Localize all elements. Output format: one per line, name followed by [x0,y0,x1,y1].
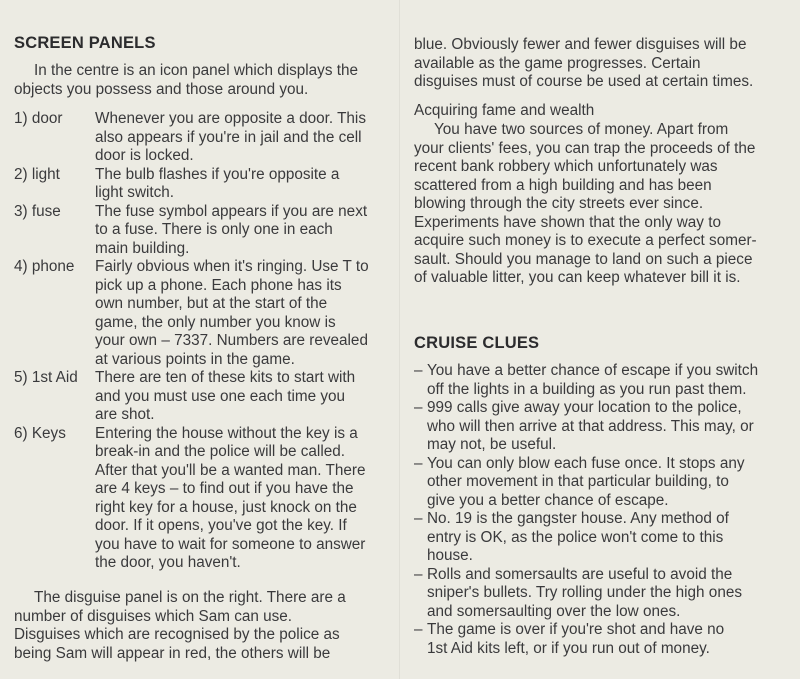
text-line: may not, be useful. [427,436,557,453]
text-line: own number, but at the start of the [95,295,328,312]
item-description [95,203,367,259]
item-description [95,166,339,203]
clue-text [427,399,754,455]
item-description [95,369,355,425]
text-line: Rolls and somersaults are useful to avoid the [427,565,733,583]
list-item [414,362,790,399]
clue-text [427,510,729,566]
text-line: Entering the house without the key is a [95,424,358,442]
item-label: 6) Keys [14,424,66,442]
text-line: right key for a house, just knock on the [95,498,357,516]
text-line: scattered from a high building and has been [414,176,712,194]
text-line: light switch. [95,184,175,201]
text-line: Experiments have shown that the only way to [414,213,721,231]
text-line: door. If it opens, you've got the key. If [95,517,347,534]
text-line: The game is over if you're shot and have no [427,621,725,638]
text-line: door is locked. [95,147,194,164]
text-line: available as the game progresses. Certain [414,54,701,72]
text-line: Disguises which are recognised by the police as [14,626,340,643]
list-item [14,425,394,573]
list-item [414,510,790,566]
text-line: 999 calls give away your location to the police, [427,399,742,416]
text-line: You have two sources of money. Apart from [434,121,729,138]
list-item [14,110,394,166]
text-line: off the lights in a building as you run past them. [427,380,747,398]
text-line: main building. [95,239,190,257]
item-description [95,258,369,369]
panel-items-list [14,110,394,573]
text-line: you have to wait for someone to answer [95,535,366,553]
text-line: house. [427,547,473,564]
item-description [95,110,366,166]
clue-text [427,362,758,399]
text-line: The bulb flashes if you're opposite a [95,165,340,183]
list-item [14,369,394,425]
cruise-clues-heading: CRUISE CLUES [414,334,540,352]
text-line: are shot. [95,406,155,423]
text-line: objects you possess and those around you. [14,80,309,98]
clues-list [414,362,790,658]
item-label: 1) door [14,110,63,127]
text-line: The fuse symbol appears if you are next [95,202,368,220]
clue-text [427,621,724,658]
text-line: There are ten of these kits to start with [95,369,356,386]
text-line: No. 19 is the gangster house. Any method of [427,510,729,527]
text-line: give you a better chance of escape. [427,491,669,509]
item-label: 3) fuse [14,202,61,220]
text-line: game, the only number you know is [95,313,336,331]
text-line: sniper's bullets. Try rolling under the high ones [427,584,742,601]
screen-panels-heading: SCREEN PANELS [14,34,156,52]
text-line: of valuable litter, you can keep whatever bill it is. [414,269,741,286]
text-line: and you must use one each time you [95,387,346,405]
page-fold [399,0,400,679]
text-line: are 4 keys – to find out if you have the [95,480,354,497]
text-line: your clients' fees, you can trap the proceeds of the [414,139,756,157]
list-item [14,166,394,203]
text-line: the door, you haven't. [95,554,241,571]
text-line: your own – 7337. Numbers are revealed [95,332,368,349]
text-line: Fairly obvious when it's ringing. Use T to [95,258,369,275]
dash-marker: – [414,565,423,583]
text-line: sault. Should you manage to land on such a piece [414,250,753,268]
text-line: entry is OK, as the police won't come to this [427,528,724,546]
list-item [414,399,790,455]
text-line: blowing through the city streets ever since. [414,195,704,212]
dash-marker: – [414,510,423,527]
disguise-continuation [414,36,753,92]
text-line: 1st Aid kits left, or if you run out of money. [427,639,710,657]
list-item [414,566,790,622]
text-line: break-in and the police will be called. [95,443,345,460]
list-item [414,621,790,658]
text-line: at various points in the game. [95,350,295,368]
list-item [414,455,790,511]
disguise-paragraph [14,589,346,663]
text-line: being Sam will appear in red, the others will be [14,644,331,662]
text-line: who will then arrive at that address. This may, or [427,417,754,435]
text-line: recent bank robbery which unfortunately was [414,158,718,175]
text-line: blue. Obviously fewer and fewer disguises will be [414,36,747,53]
clue-text [427,455,744,511]
text-line: also appears if you're in jail and the cell [95,128,362,146]
item-description [95,425,366,573]
item-label: 4) phone [14,258,75,275]
fame-paragraph [414,121,757,288]
dash-marker: – [414,399,423,416]
clue-text [427,566,742,622]
text-line: and somersaulting over the low ones. [427,602,681,620]
item-label: 2) light [14,165,60,183]
text-line: pick up a phone. Each phone has its [95,276,342,294]
intro-paragraph [14,62,358,99]
text-line: disguises must of course be used at certain times. [414,73,754,90]
text-line: Whenever you are opposite a door. This [95,110,366,127]
text-line: to a fuse. There is only one in each [95,221,333,238]
text-line: You can only blow each fuse once. It stops any [427,454,745,472]
text-line: You have a better chance of escape if you switch [427,362,759,379]
text-line: In the centre is an icon panel which displays the [34,62,358,79]
list-item [14,258,394,369]
text-line: After that you'll be a wanted man. There [95,461,366,479]
dash-marker: – [414,621,423,638]
text-line: The disguise panel is on the right. There are a [34,589,346,606]
fame-subheading: Acquiring fame and wealth [414,102,595,119]
list-item [14,203,394,259]
dash-marker: – [414,362,423,379]
text-line: number of disguises which Sam can use. [14,607,293,625]
item-label: 5) 1st Aid [14,369,78,386]
text-line: other movement in that particular building, to [427,473,729,490]
dash-marker: – [414,454,423,472]
text-line: acquire such money is to execute a perfect somer- [414,232,757,249]
